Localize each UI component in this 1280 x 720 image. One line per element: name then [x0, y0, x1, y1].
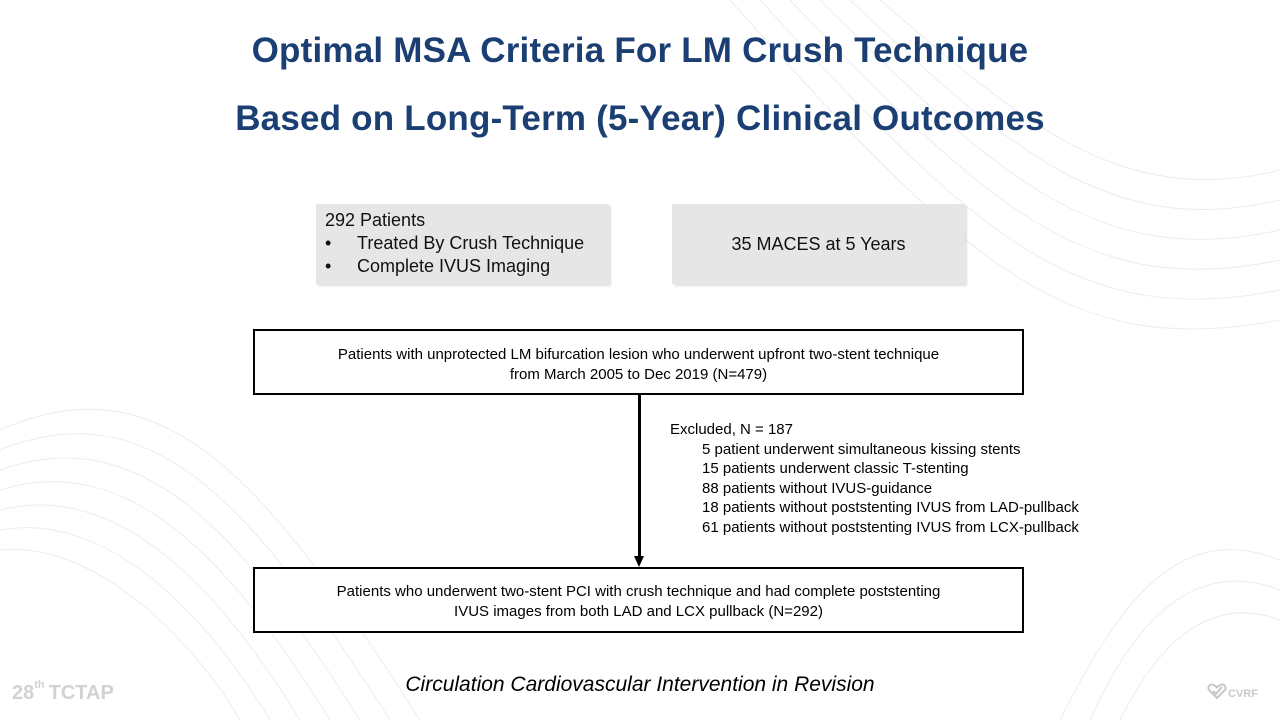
cvrf-logo [1207, 681, 1267, 705]
enrollment-line-1: Patients with unprotected LM bifurcation lesion who underwent upfront two-stent technique [337, 346, 940, 363]
exclusion-list [670, 420, 1079, 537]
flowchart-final-cohort-box [253, 567, 1024, 633]
bullet-icon: • [325, 233, 332, 253]
exclusion-item: 15 patients underwent classic T-stenting [702, 460, 969, 477]
exclusion-item: 88 patients without IVUS-guidance [702, 479, 933, 497]
event-ordinal: 28 [12, 682, 35, 704]
patients-summary-box [316, 204, 609, 284]
arrow-down-icon [634, 556, 644, 567]
flow-arrow-line [638, 395, 641, 557]
exclusion-heading: Excluded, N = 187 [670, 421, 793, 438]
exclusion-item: 18 patients without poststenting IVUS from LAD-pullback [702, 499, 1079, 516]
slide-title-line-2: Based on Long-Term (5-Year) Clinical Outcomes [235, 99, 1045, 138]
final-cohort-line-1: Patients who underwent two-stent PCI with crush technique and had complete poststenting [336, 583, 941, 600]
bullet-item [325, 256, 550, 277]
flowchart-enrollment-box [253, 329, 1024, 395]
brand-text: CVRF [1228, 688, 1258, 700]
maces-label: 35 MACES at 5 Years [731, 233, 906, 254]
enrollment-line-2: from March 2005 to Dec 2019 (N=479) [509, 366, 768, 383]
journal-citation: Circulation Cardiovascular Intervention in Revision [405, 673, 875, 696]
event-ordinal-suffix: th [34, 679, 45, 692]
bullet-icon: • [325, 256, 332, 276]
patients-count-label: 292 Patients [325, 210, 426, 230]
bullet-item [325, 233, 584, 254]
exclusion-item: 5 patient underwent simultaneous kissing stents [702, 440, 1021, 458]
tctap-logo [12, 679, 114, 705]
final-cohort-line-2: IVUS images from both LAD and LCX pullback (N=292) [454, 603, 823, 620]
exclusion-item: 61 patients without poststenting IVUS from LCX-pullback [702, 518, 1079, 536]
bullet-text: Treated By Crush Technique [357, 233, 585, 253]
bullet-text: Complete IVUS Imaging [357, 256, 551, 276]
slide-title-line-1: Optimal MSA Criteria For LM Crush Technique [251, 31, 1029, 70]
maces-summary-box [672, 204, 965, 284]
event-name: TCTAP [48, 682, 114, 704]
heart-check-icon [1207, 681, 1227, 701]
